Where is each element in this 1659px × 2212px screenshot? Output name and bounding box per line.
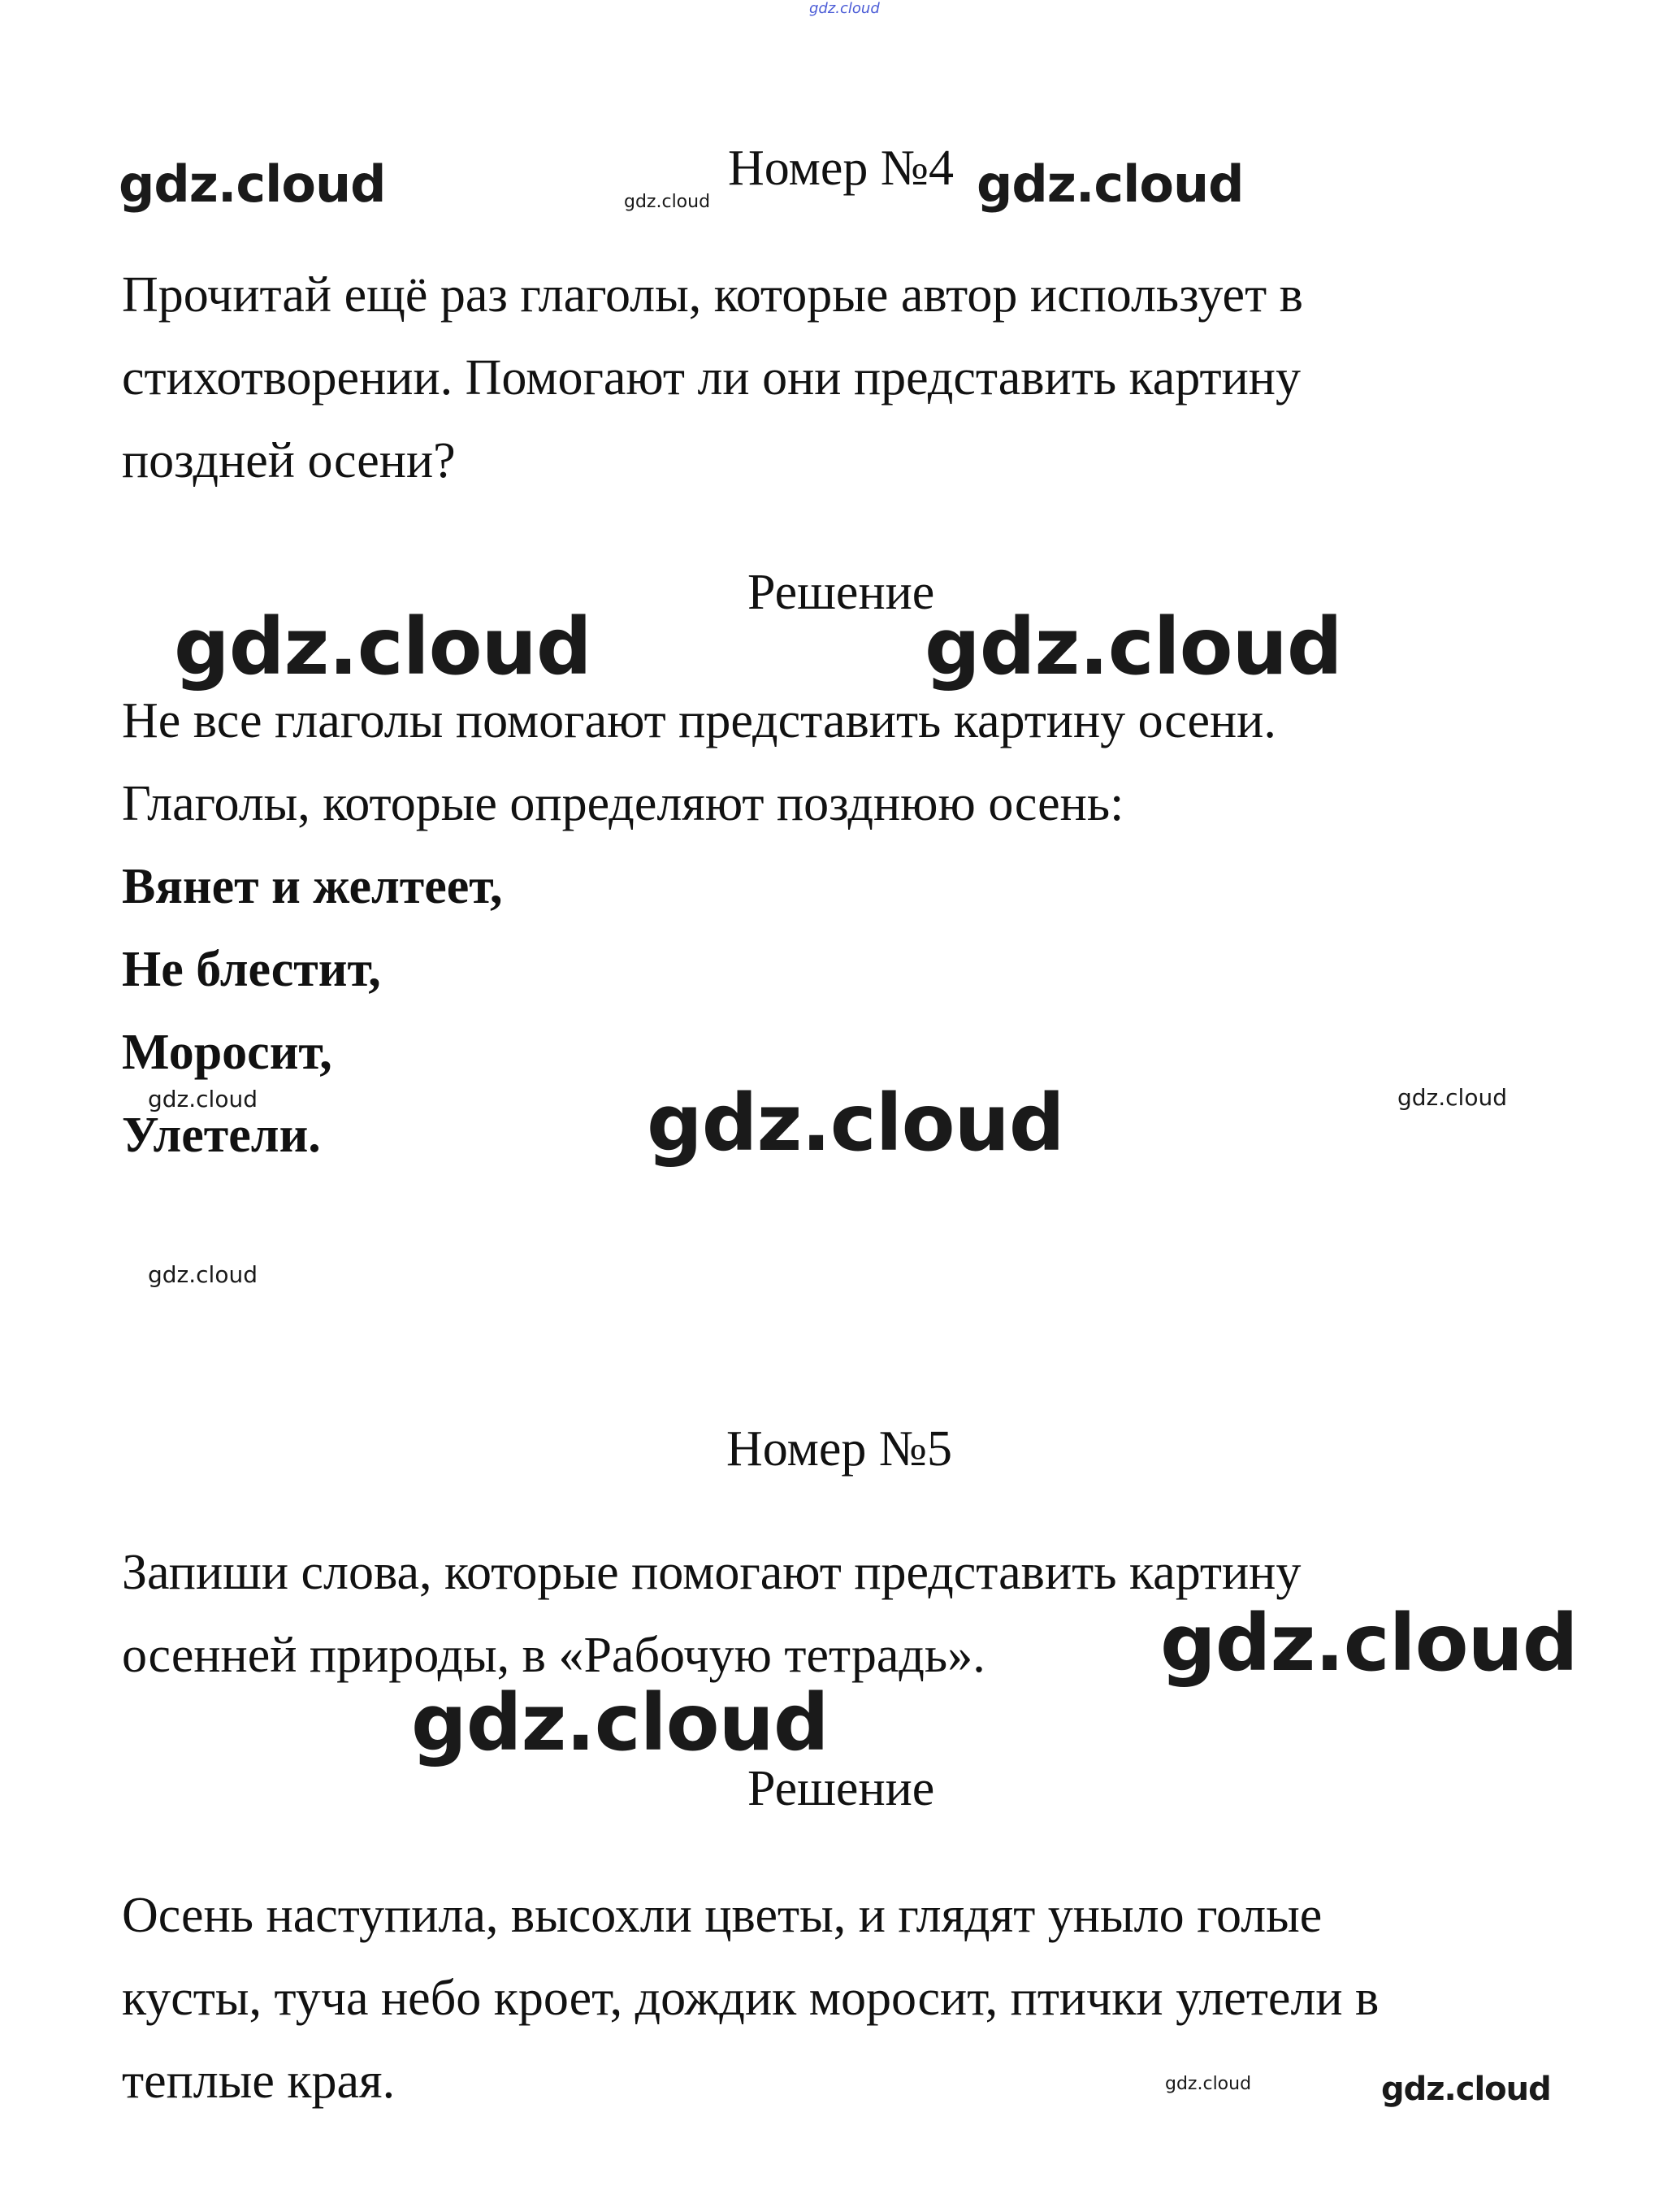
- watermark-logo: gdz.cloud: [411, 1677, 829, 1768]
- watermark-small: gdz.cloud: [624, 192, 711, 212]
- task4-question-line: стихотворении. Помогают ли они представить картину: [122, 350, 1301, 406]
- task5-question-line: осенней природы, в «Рабочую тетрадь».: [122, 1628, 985, 1683]
- task4-answer-line: Глаголы, которые определяют позднюю осень:: [122, 776, 1124, 831]
- watermark-logo: gdz.cloud: [977, 154, 1244, 214]
- watermark-top: gdz.cloud: [809, 0, 880, 17]
- watermark-logo: gdz.cloud: [1381, 2071, 1551, 2108]
- watermark-logo: gdz.cloud: [925, 601, 1342, 692]
- watermark-logo: gdz.cloud: [119, 154, 386, 214]
- watermark-small: gdz.cloud: [148, 1261, 258, 1288]
- task5-answer-line: Осень наступила, высохли цветы, и глядят уныло голые: [122, 1888, 1323, 1943]
- verb-item: Улетели.: [122, 1108, 321, 1163]
- watermark-small: gdz.cloud: [1397, 1084, 1507, 1111]
- task5-answer-line: теплые края.: [122, 2054, 396, 2109]
- verb-item: Вянет и желтеет,: [122, 859, 503, 914]
- task5-question-line: Запиши слова, которые помогают представить картину: [122, 1545, 1302, 1600]
- task4-question-line: поздней осени?: [122, 433, 456, 488]
- watermark-logo: gdz.cloud: [647, 1078, 1064, 1169]
- task5-solution-heading: Решение: [747, 1761, 935, 1816]
- task5-answer-line: кусты, туча небо кроет, дождик моросит, птички улетели в: [122, 1971, 1380, 2026]
- task4-answer-line: Не все глаголы помогают представить картину осени.: [122, 693, 1276, 748]
- task4-question-line: Прочитай ещё раз глаголы, которые автор использует в: [122, 267, 1303, 323]
- verb-item: Моросит,: [122, 1025, 332, 1080]
- watermark-small: gdz.cloud: [1165, 2074, 1252, 2094]
- watermark-logo: gdz.cloud: [174, 601, 591, 692]
- watermark-logo: gdz.cloud: [1160, 1598, 1578, 1689]
- task4-heading: Номер №4: [728, 141, 955, 196]
- watermark-small: gdz.cloud: [148, 1086, 258, 1113]
- verb-item: Не блестит,: [122, 942, 381, 997]
- task5-heading: Номер №5: [726, 1421, 953, 1477]
- task4-solution-heading: Решение: [747, 565, 935, 620]
